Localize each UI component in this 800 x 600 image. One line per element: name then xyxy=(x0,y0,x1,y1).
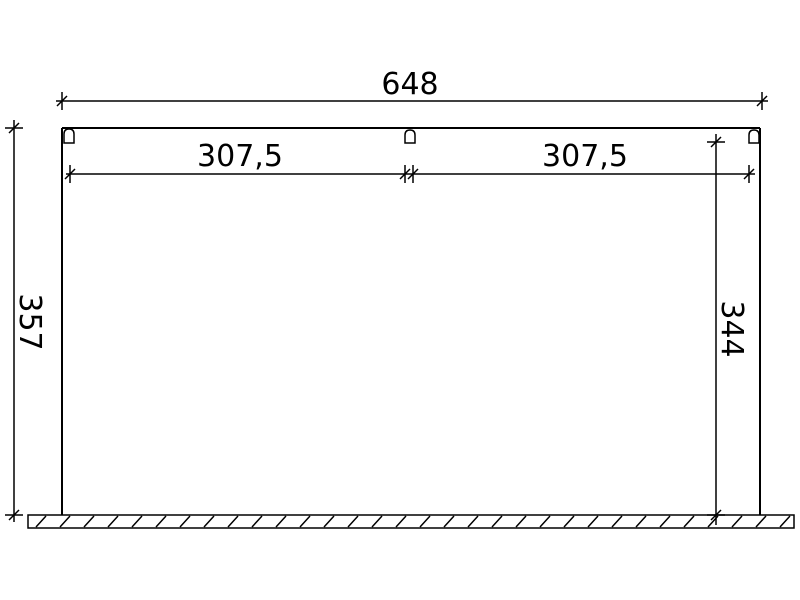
clear-height-label: 344 xyxy=(714,300,749,358)
hatch-stroke xyxy=(732,516,742,527)
ground-hatching xyxy=(36,516,790,527)
hatch-stroke xyxy=(516,516,526,527)
hatch-stroke xyxy=(324,516,334,527)
dimension-clear-height xyxy=(707,134,749,525)
hatch-stroke xyxy=(468,516,478,527)
hatch-stroke xyxy=(660,516,670,527)
hatch-stroke xyxy=(108,516,118,527)
right-bay-label: 307,5 xyxy=(542,139,628,174)
hatch-stroke xyxy=(348,516,358,527)
hatch-stroke xyxy=(204,516,214,527)
hatch-stroke xyxy=(60,516,70,527)
hatch-stroke xyxy=(276,516,286,527)
total-height-label: 357 xyxy=(12,293,47,351)
hatch-stroke xyxy=(180,516,190,527)
hatch-stroke xyxy=(396,516,406,527)
hatch-stroke xyxy=(756,516,766,527)
rafter-end-middle xyxy=(405,130,415,143)
posts xyxy=(62,128,760,515)
hatch-stroke xyxy=(588,516,598,527)
hatch-stroke xyxy=(84,516,94,527)
dimension-total-width xyxy=(56,67,768,110)
hatch-stroke xyxy=(444,516,454,527)
rafter-end-symbols xyxy=(64,129,759,143)
hatch-stroke xyxy=(156,516,166,527)
hatch-stroke xyxy=(540,516,550,527)
hatch-stroke xyxy=(636,516,646,527)
left-bay-label: 307,5 xyxy=(197,139,283,174)
dimension-total-height xyxy=(5,120,47,522)
rafter-end-right xyxy=(749,130,759,143)
hatch-stroke xyxy=(612,516,622,527)
hatch-stroke xyxy=(564,516,574,527)
hatch-stroke xyxy=(36,516,46,527)
hatch-stroke xyxy=(252,516,262,527)
rafter-end-left xyxy=(64,129,74,143)
hatch-stroke xyxy=(228,516,238,527)
total-width-label: 648 xyxy=(381,67,439,102)
dimension-bays xyxy=(65,139,755,183)
hatch-stroke xyxy=(684,516,694,527)
hatch-stroke xyxy=(780,516,790,527)
ground-line xyxy=(28,515,794,528)
hatch-stroke xyxy=(132,516,142,527)
hatch-stroke xyxy=(300,516,310,527)
hatch-stroke xyxy=(420,516,430,527)
hatch-stroke xyxy=(492,516,502,527)
hatch-stroke xyxy=(372,516,382,527)
